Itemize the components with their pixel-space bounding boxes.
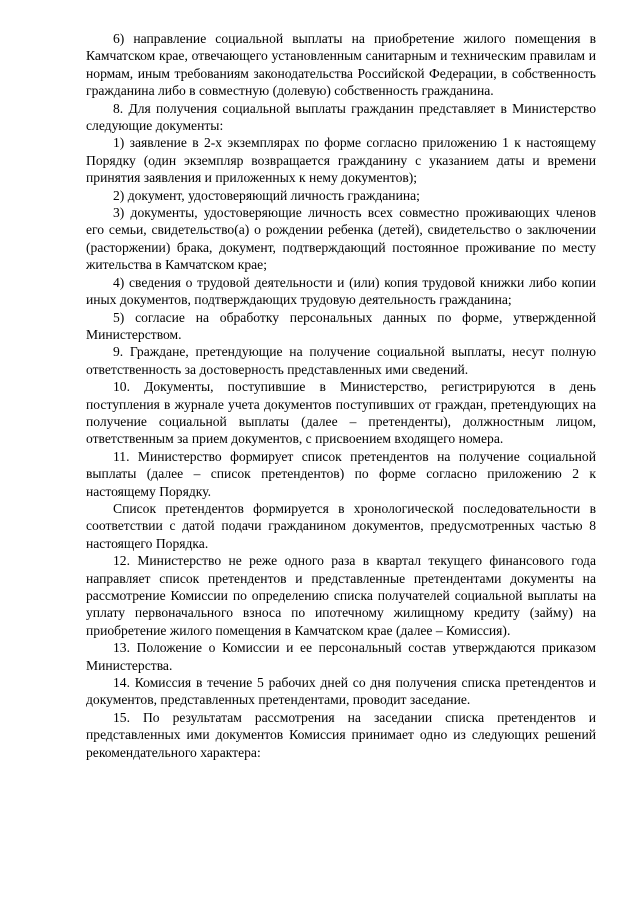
paragraph-item-5: 5) согласие на обработку персональных данных по форме, утвержденной Министерством. xyxy=(86,309,596,342)
paragraph-list-formation: Список претендентов формируется в хронологической последовательности в соответствии с датой подачи гражданином документов, предусмотренных частью 8 настоящего Порядка. xyxy=(86,500,596,551)
paragraph-clause-11: 11. Министерство формирует список претендентов на получение социальной выплаты (далее – список претендентов) по форме согласно приложению 2 к настоящему Порядку. xyxy=(86,448,596,499)
paragraph-clause-10: 10. Документы, поступившие в Министерство, регистрируются в день поступления в журнале учета документов поступивших от граждан, претендующих на получение социальной выплаты (далее – претенденты), должностным лицом, ответственным за прием документов, с присвоением входящего номера. xyxy=(86,379,596,447)
paragraph-item-4: 4) сведения о трудовой деятельности и (или) копия трудовой книжки либо копии иных документов, подтверждающих трудовую деятельность гражданина; xyxy=(86,274,596,308)
paragraph-clause-13: 13. Положение о Комиссии и ее персональный состав утверждаются приказом Министерства. xyxy=(86,640,596,673)
document-body xyxy=(86,30,596,761)
paragraph-clause-8: 8. Для получения социальной выплаты гражданин представляет в Министерство следующие документы: xyxy=(86,100,596,134)
paragraph-clause-9: 9. Граждане, претендующие на получение социальной выплаты, несут полную ответственность за достоверность представленных ими сведений. xyxy=(86,344,596,377)
paragraph-item-1: 1) заявление в 2-х экземплярах по форме согласно приложению 1 к настоящему Порядку (один экземпляр возвращается гражданину с указанием даты и времени принятия заявления и приложенных к нему документов); xyxy=(86,135,596,186)
paragraph-item-3: 3) документы, удостоверяющие личность всех совместно проживающих членов его семьи, свидетельство(а) о рождении ребенка (детей), свидетельство о заключении (расторжении) брака, документ, подтверждающий постоянное проживание по месту жительства в Камчатском крае; xyxy=(86,205,596,273)
paragraph-item-6: 6) направление социальной выплаты на приобретение жилого помещения в Камчатском крае, отвечающего установленным санитарным и техническим правилам и нормам, иным требованиям законодательства Российской Федерации, в собственность гражданина либо в совместную (долевую) собственность гражданина. xyxy=(86,31,596,99)
paragraph-clause-14: 14. Комиссия в течение 5 рабочих дней со дня получения списка претендентов и документов, представленных претендентами, проводит заседание. xyxy=(86,675,596,708)
paragraph-item-2: 2) документ, удостоверяющий личность гражданина; xyxy=(113,187,420,203)
paragraph-clause-12: 12. Министерство не реже одного раза в квартал текущего финансового года направляет список претендентов и представленные претендентами документы на рассмотрение Комиссии по определению списка получателей социальной выплаты на уплату первоначального взноса по ипотечному жилищному кредиту (займу) на приобретение жилого помещения в Камчатском крае (далее – Комиссия). xyxy=(86,553,596,638)
paragraph-clause-15: 15. По результатам рассмотрения на заседании списка претендентов и представленных ими документов Комиссия принимает одно из следующих решений рекомендательного характера: xyxy=(86,709,596,760)
